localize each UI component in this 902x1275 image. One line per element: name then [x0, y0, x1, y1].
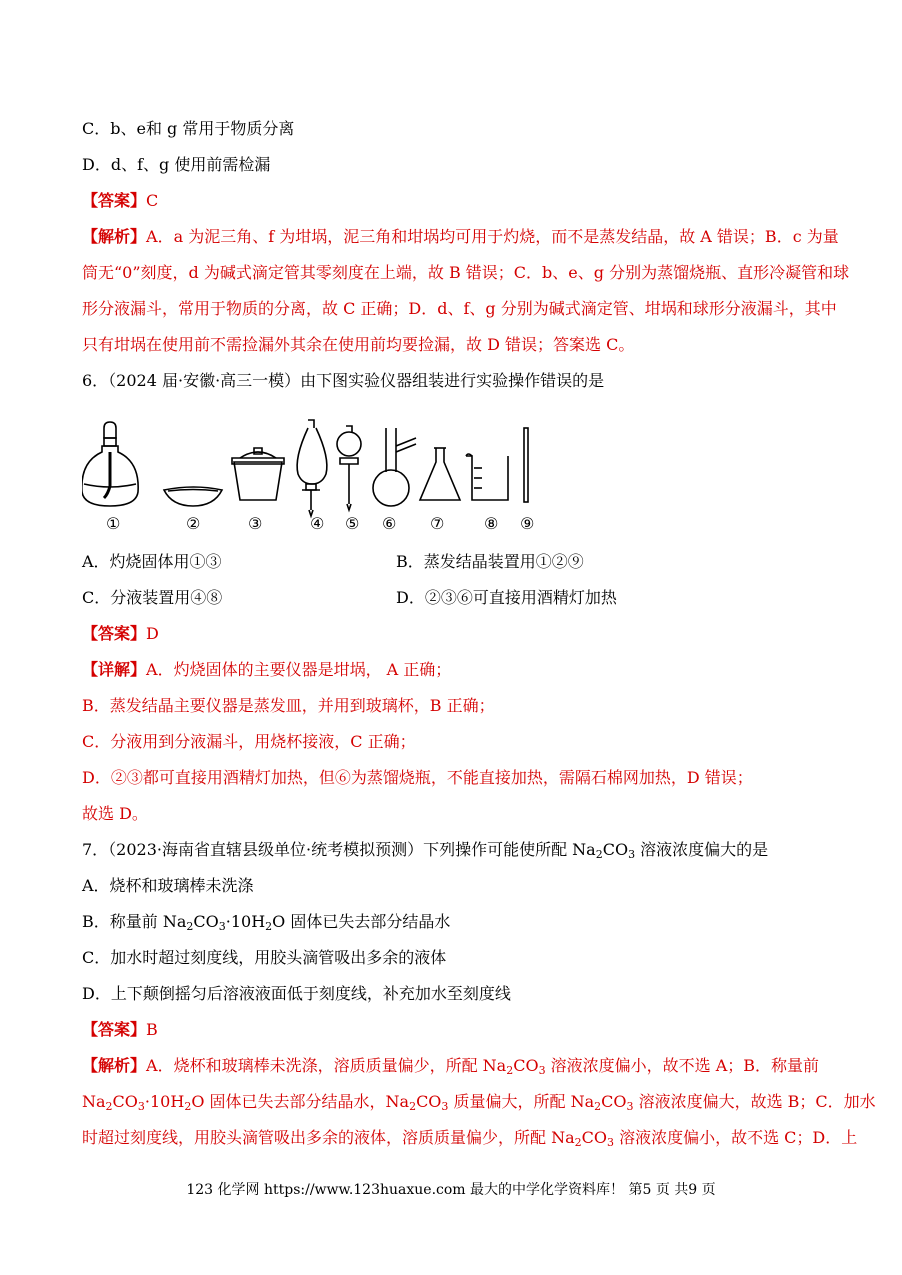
- subscript: 2: [574, 1136, 582, 1149]
- subscript: 2: [265, 920, 273, 933]
- subscript: 3: [626, 1100, 634, 1113]
- label-1: ①: [106, 514, 121, 533]
- answer-tag: 【答案】: [82, 1020, 147, 1039]
- stem-text: CO: [602, 840, 629, 859]
- q6-detail-line-5: 故选 D。: [82, 804, 148, 823]
- analysis-text: Na: [82, 1092, 106, 1111]
- analysis-text: O 固体已失去部分结晶水，Na: [191, 1092, 410, 1111]
- analysis-text: ·10H: [144, 1092, 185, 1111]
- q5-option-c: C．b、e和 g 常用于物质分离: [82, 119, 295, 138]
- q5-analysis-line-4: 只有坩埚在使用前不需捡漏外其余在使用前均要捡漏，故 D 错误；答案选 C。: [82, 335, 635, 354]
- q5-option-d: D．d、f、g 使用前需检漏: [82, 155, 271, 174]
- label-4: ④: [310, 514, 325, 533]
- subscript: 2: [595, 848, 603, 861]
- label-2: ②: [186, 514, 201, 533]
- q5-analysis-line-1: [82, 226, 839, 248]
- label-7: ⑦: [430, 514, 445, 533]
- q5-analysis-line-2: 筒无“0”刻度，d 为碱式滴定管其零刻度在上端，故 B 错误；C．b、e、g 分别为蒸馏烧瓶、直形冷凝管和球: [82, 263, 850, 282]
- crucible-icon: [232, 448, 284, 500]
- q6-answer: [82, 623, 159, 645]
- q7-option-a: A．烧杯和玻璃棒未洗涤: [82, 876, 254, 895]
- analysis-text: CO: [513, 1056, 539, 1075]
- analysis-text: 质量偏大，所配 Na: [448, 1092, 595, 1111]
- subscript: 2: [506, 1064, 514, 1077]
- q6-detail-line-4: D．②③都可直接用酒精灯加热，但⑥为蒸馏烧瓶，不能直接加热，需隔石棉网加热，D 错误；: [82, 768, 753, 787]
- subscript: 2: [594, 1100, 602, 1113]
- q6-option-b: B．蒸发结晶装置用①②⑨: [396, 552, 584, 571]
- q7-option-d: D．上下颠倒摇匀后溶液液面低于刻度线，补充加水至刻度线: [82, 984, 511, 1003]
- stem-text: 7．（2023·海南省直辖县级单位·统考模拟预测）下列操作可能使所配 Na: [82, 840, 596, 859]
- subscript: 3: [137, 1100, 145, 1113]
- analysis-text: CO: [112, 1092, 138, 1111]
- q6-detail-line-3: C．分液用到分液漏斗，用烧杯接液，C 正确；: [82, 732, 416, 751]
- q7-stem: [82, 839, 768, 861]
- subscript: 2: [105, 1100, 113, 1113]
- label-9: ⑨: [520, 514, 535, 533]
- subscript: 3: [607, 1136, 614, 1149]
- q5-analysis-line-3: 形分液漏斗，常用于物质的分离，故 C 正确；D．d、f、g 分别为碱式滴定管、坩埚和球形分液漏斗，其中: [82, 299, 837, 318]
- alcohol-lamp-icon: [82, 422, 138, 506]
- analysis-text: 时超过刻度线，用胶头滴管吸出多余的液体，溶质质量偏少，所配 Na: [82, 1128, 575, 1147]
- subscript: 2: [184, 1100, 192, 1113]
- answer-value: B: [146, 1020, 158, 1039]
- detail-text: A．灼烧固体的主要仪器是坩埚， A 正确；: [146, 660, 452, 679]
- spherical-funnel-icon: [337, 426, 361, 510]
- analysis-text: CO: [416, 1092, 442, 1111]
- q6-option-d: D．②③⑥可直接用酒精灯加热: [396, 588, 617, 607]
- option-text: CO: [193, 912, 219, 931]
- answer-tag: 【答案】: [82, 191, 147, 210]
- q6-detail-line-2: B．蒸发结晶主要仪器是蒸发皿，并用到玻璃杯，B 正确；: [82, 696, 495, 715]
- analysis-text: A．a 为泥三角、f 为坩埚，泥三角和坩埚均可用于灼烧，而不是蒸发结晶，故 A 错误；B．c 为量: [146, 227, 839, 246]
- option-text: O 固体已失去部分结晶水: [272, 912, 451, 931]
- q6-stem: 6．（2024 届·安徽·高三一模）由下图实验仪器组装进行实验操作错误的是: [82, 371, 605, 390]
- q7-answer: [82, 1019, 158, 1041]
- analysis-text: CO: [601, 1092, 627, 1111]
- analysis-text: 溶液浓度偏小，故不选 A；B．称量前: [545, 1056, 820, 1075]
- option-text: B．称量前 Na: [82, 912, 187, 931]
- q7-option-c: C．加水时超过刻度线，用胶头滴管吸出多余的液体: [82, 948, 447, 967]
- analysis-text: A．烧杯和玻璃棒未洗涤，溶质质量偏少，所配 Na: [146, 1056, 507, 1075]
- beaker-icon: [466, 454, 508, 500]
- label-6: ⑥: [382, 514, 397, 533]
- subscript: 2: [409, 1100, 417, 1113]
- q6-detail-line-1: [82, 659, 451, 681]
- q7-analysis-line-1: [82, 1055, 819, 1077]
- page-footer: 123 化学网 https://www.123huaxue.com 最大的中学化学资料库！ 第5 页 共9 页: [186, 1182, 716, 1198]
- conical-flask-icon: [420, 448, 460, 500]
- answer-value: C: [146, 191, 159, 210]
- label-8: ⑧: [484, 514, 499, 533]
- q6-option-c: C．分液装置用④⑧: [82, 588, 223, 607]
- glass-rod-icon: [524, 428, 528, 502]
- option-text: ·10H: [225, 912, 266, 931]
- answer-value: D: [146, 624, 159, 643]
- answer-tag: 【答案】: [82, 624, 147, 643]
- analysis-text: 溶液浓度偏小，故不选 C；D．上: [614, 1128, 858, 1147]
- q6-option-a: A．灼烧固体用①③: [82, 552, 222, 571]
- analysis-tag: 【解析】: [82, 1056, 147, 1075]
- q7-option-b: [82, 911, 450, 933]
- distillation-flask-icon: [373, 428, 416, 506]
- label-3: ③: [248, 514, 263, 533]
- analysis-text: CO: [581, 1128, 607, 1147]
- stem-text: 溶液浓度偏大的是: [635, 840, 769, 859]
- detail-tag: 【详解】: [82, 660, 147, 679]
- subscript: 3: [538, 1064, 546, 1077]
- analysis-text: 溶液浓度偏大，故选 B；C．加水: [633, 1092, 876, 1111]
- subscript: 2: [186, 920, 194, 933]
- evaporating-dish-icon: [164, 487, 222, 506]
- separatory-funnel-icon: [297, 420, 327, 516]
- q5-answer: [82, 190, 158, 212]
- subscript: 3: [628, 848, 636, 861]
- analysis-tag: 【解析】: [82, 227, 147, 246]
- subscript: 3: [441, 1100, 449, 1113]
- q7-analysis-line-2: [82, 1091, 876, 1113]
- q7-analysis-line-3: [82, 1127, 857, 1149]
- label-5: ⑤: [345, 514, 360, 533]
- subscript: 3: [218, 920, 226, 933]
